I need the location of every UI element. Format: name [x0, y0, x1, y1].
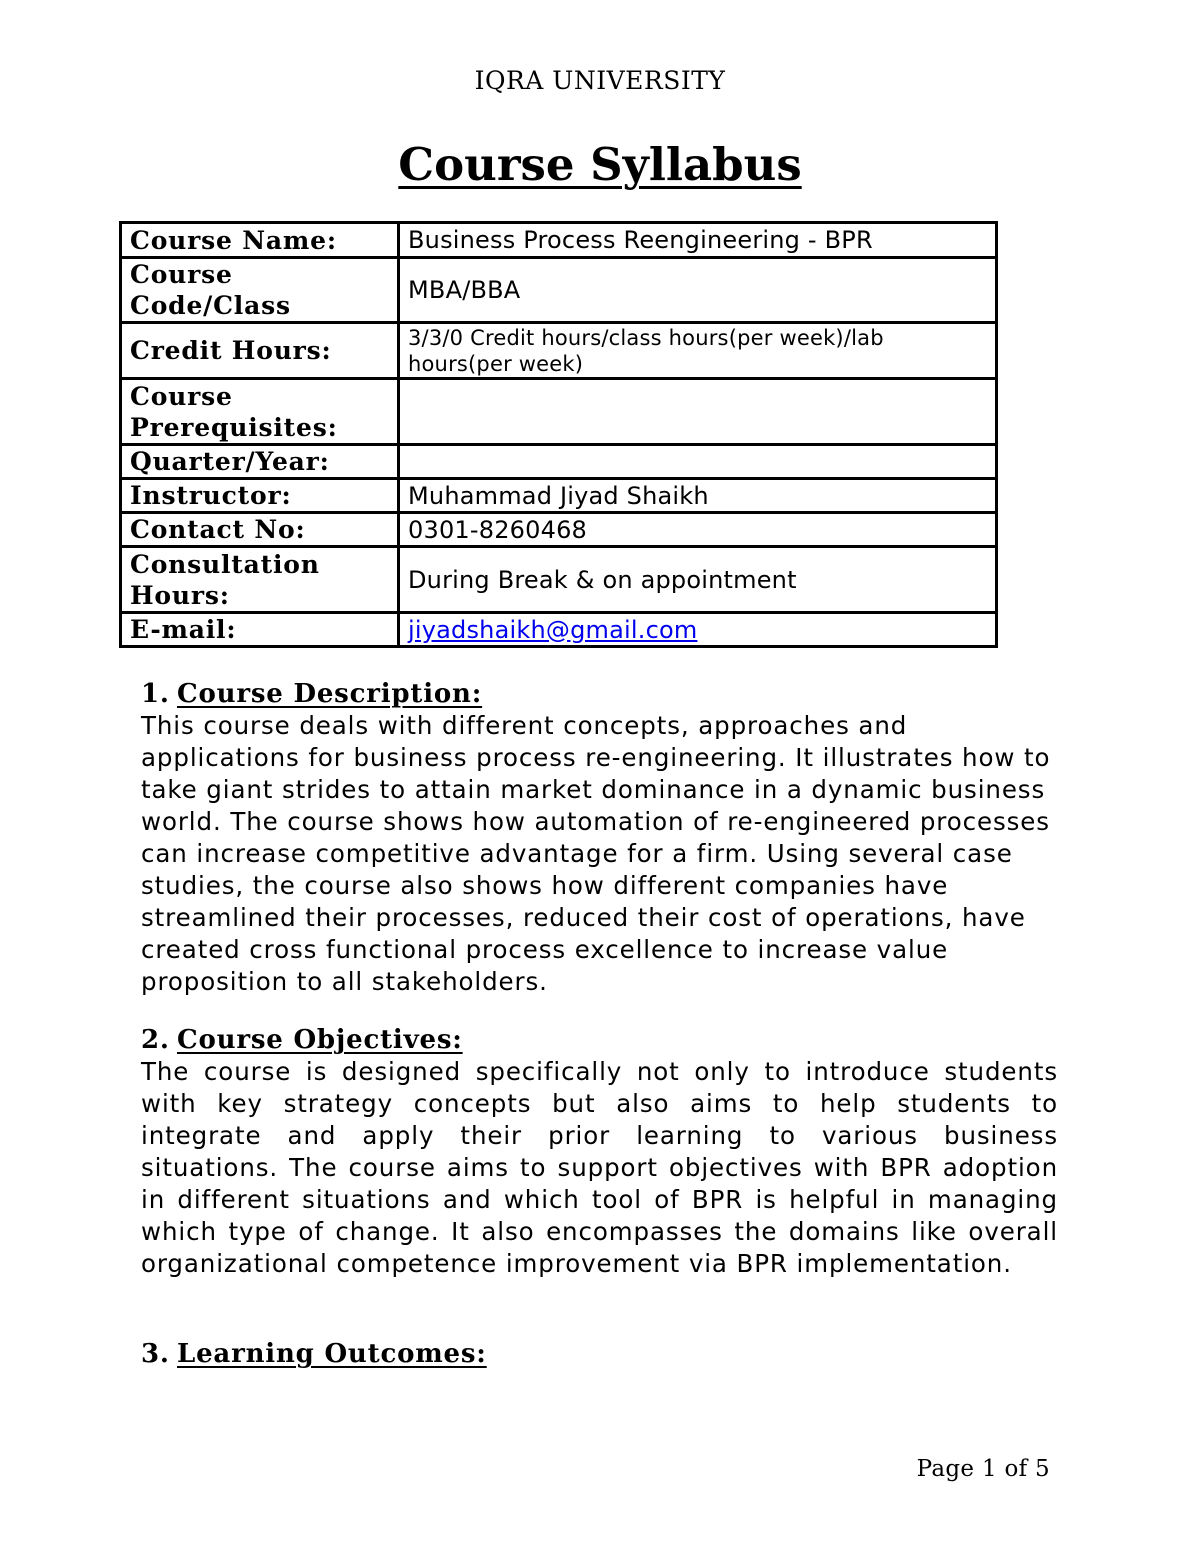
table-row [121, 479, 997, 513]
section-body: This course deals with different concepts, approaches and applications for business process re-engineering. It illustrates how to take giant strides to attain market dominance in a dynamic business world. The course shows how automation of re-engineered processes can increase competitive advantage for a firm. Using several case studies, the course also shows how different companies have streamlined their processes, reduced their cost of operations, have created cross functional process excellence to increase value proposition to all stakeholders. [141, 711, 1051, 996]
course-name-value: Business Process Reengineering - BPR [399, 223, 997, 258]
contact-label: Contact No: [121, 513, 399, 547]
table-row [121, 379, 997, 445]
page-number: Page 1 of 5 [916, 1456, 1050, 1482]
section-number: 3. [141, 1339, 170, 1369]
section-body: The course is designed specifically not only to introduce students with key strategy concepts but also aims to help students to integrate and apply their prior learning to various business situations. The course aims to support objectives with BPR adoption in different situations and which tool of BPR is helpful in managing which type of change. It also encompasses the domains like overall organizational competence improvement via BPR implementation. [141, 1057, 1058, 1278]
quarter-year-label: Quarter/Year: [121, 445, 399, 479]
email-cell [399, 613, 997, 647]
table-row [121, 323, 997, 379]
section-heading-text: Course Description: [177, 679, 483, 709]
prerequisites-value [399, 379, 997, 445]
section-heading [141, 1338, 1058, 1370]
table-row [121, 613, 997, 647]
email-label: E-mail: [121, 613, 399, 647]
section-heading-text: Learning Outcomes: [177, 1339, 487, 1369]
section-heading [141, 1024, 1058, 1056]
instructor-value: Muhammad Jiyad Shaikh [399, 479, 997, 513]
section-number: 1. [141, 679, 170, 709]
credit-hours-label: Credit Hours: [121, 323, 399, 379]
section-course-description [141, 678, 1058, 998]
instructor-label: Instructor: [121, 479, 399, 513]
section-learning-outcomes [141, 1338, 1058, 1370]
page-title: Course Syllabus [398, 138, 802, 191]
table-row [121, 445, 997, 479]
table-row [121, 547, 997, 613]
course-code-value: MBA/BBA [399, 258, 997, 323]
section-heading [141, 678, 1058, 710]
table-row [121, 223, 997, 258]
contact-value: 0301-8260468 [399, 513, 997, 547]
table-row [121, 513, 997, 547]
consultation-hours-value: During Break & on appointment [399, 547, 997, 613]
section-heading-text: Course Objectives: [177, 1025, 463, 1055]
course-code-label: Course Code/Class [121, 258, 399, 323]
course-info-table [119, 221, 998, 648]
credit-hours-value: 3/3/0 Credit hours/class hours(per week)/lab hours(per week) [399, 323, 997, 379]
prerequisites-label: Course Prerequisites: [121, 379, 399, 445]
section-course-objectives [141, 1024, 1058, 1280]
quarter-year-value [399, 445, 997, 479]
course-name-label: Course Name: [121, 223, 399, 258]
email-link[interactable]: jiyadshaikh@gmail.com [408, 615, 698, 644]
table-row [121, 258, 997, 323]
university-name: IQRA UNIVERSITY [474, 66, 726, 95]
consultation-hours-label: Consultation Hours: [121, 547, 399, 613]
section-number: 2. [141, 1025, 170, 1055]
